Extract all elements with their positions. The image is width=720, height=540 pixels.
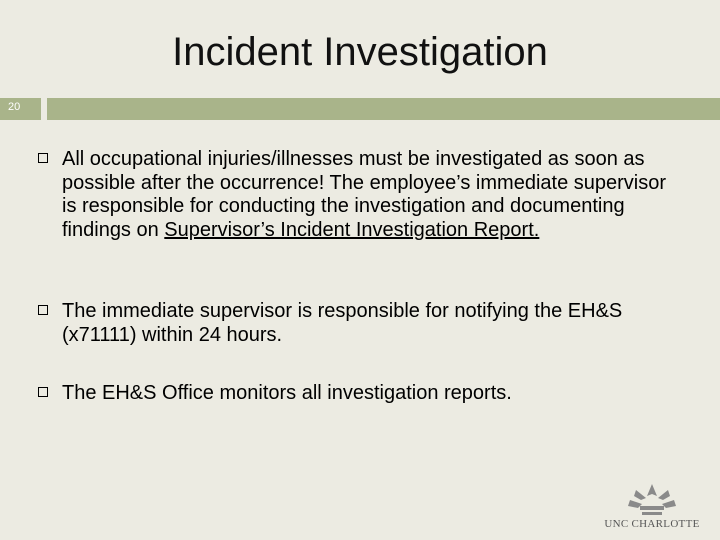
unc-charlotte-logo (596, 482, 708, 530)
slide-number-box (0, 98, 41, 120)
slide-number: 20 (8, 101, 21, 113)
logo-wordmark: UNC CHARLOTTE (604, 518, 700, 530)
bullet-text-body: All occupational injuries/illnesses must be investigated as soon as possible after the occurrence! The employee’s immediate supervisor is responsible for conducting the investigation and documenting findings on (62, 148, 667, 241)
square-bullet-icon (38, 305, 48, 315)
bullet-text: The EH&S Office monitors all investigation reports. (62, 382, 512, 404)
bullet-text: The immediate supervisor is responsible for notifying the EH&S (x71111) within 24 hours. (62, 300, 623, 346)
crown-mark-icon (596, 482, 708, 518)
slide-title: Incident Investigation (172, 30, 548, 74)
square-bullet-icon (38, 153, 48, 163)
bullet-text (62, 148, 674, 242)
square-bullet-icon (38, 387, 48, 397)
report-link[interactable]: Supervisor’s Incident Investigation Report. (164, 218, 540, 241)
header-accent-bar (47, 98, 720, 120)
